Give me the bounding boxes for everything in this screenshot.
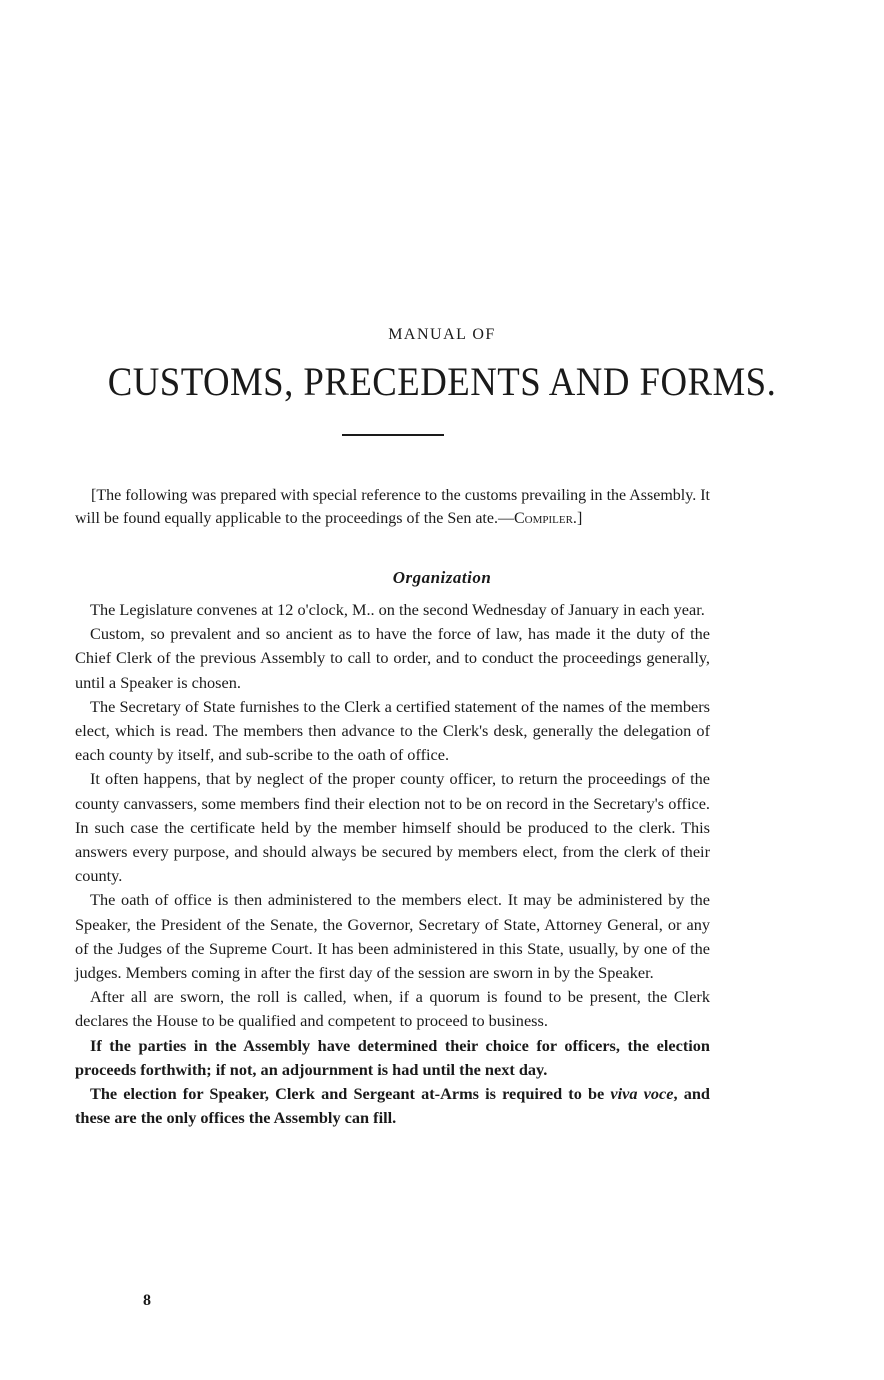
page-title: CUSTOMS, PRECEDENTS AND FORMS.: [107, 359, 777, 404]
compiler-note-close: ]: [576, 510, 583, 527]
paragraph: After all are sworn, the roll is called, when, if a quorum is found to be present, the Clerk declares the House to be qualified and competent to proceed to business.: [75, 987, 710, 1031]
manual-subtitle: MANUAL OF: [388, 326, 496, 343]
paragraph: The oath of office is then administered to the members elect. It may be administered by the Speaker, the President of the Senate, the Governor, Secretary of State, Attorney General, or any of the Judges of the Supreme Court. It has been administered in this State, usually, by one of the judges. Members coming in after the first day of the session are sworn in by the Speaker.: [75, 890, 710, 983]
last-paragraph-start: The election for Speaker, Clerk and Sergeant at-Arms is required to be: [90, 1084, 611, 1104]
page-number: 8: [143, 1292, 151, 1309]
latin-phrase: viva voce: [610, 1084, 674, 1104]
last-paragraph-end: , and these are the only offices the Assembly can fill.: [75, 1084, 710, 1128]
body-text: [75, 598, 710, 1130]
paragraph: It often happens, that by neglect of the proper county officer, to return the proceedings of the county canvassers, some members find their election not to be on record in the Secretary's office. In such case the certificate held by the member himself should be produced to the clerk. This answers every purpose, and should always be secured by members elect, from the clerk of their county.: [75, 769, 710, 886]
paragraph: If the parties in the Assembly have determined their choice for officers, the election proceeds forthwith; if not, an adjournment is had until the next day.: [75, 1035, 710, 1079]
title-divider: [342, 434, 444, 436]
section-heading: Organization: [392, 568, 492, 587]
compiler-note-text: [The following was prepared with special reference to the customs prevailing in the Assembly. It will be found equally applicable to the proceedings of the Sen ate.—: [75, 487, 710, 527]
paragraph: Custom, so prevalent and so ancient as to have the force of law, has made it the duty of the Chief Clerk of the previous Assembly to call to order, and to conduct the proceedings generally, until a Speaker is chosen.: [75, 624, 710, 692]
paragraph-last: [75, 1082, 710, 1130]
compiler-note: [75, 484, 710, 530]
paragraph: The Legislature convenes at 12 o'clock, M.. on the second Wednesday of January in each year.: [90, 600, 705, 619]
paragraph: The Secretary of State furnishes to the Clerk a certified statement of the names of the members elect, which is read. The members then advance to the Clerk's desk, generally the delegation of each county by itself, and sub-scribe to the oath of office.: [75, 696, 710, 765]
compiler-signature: Compiler.: [513, 510, 577, 527]
